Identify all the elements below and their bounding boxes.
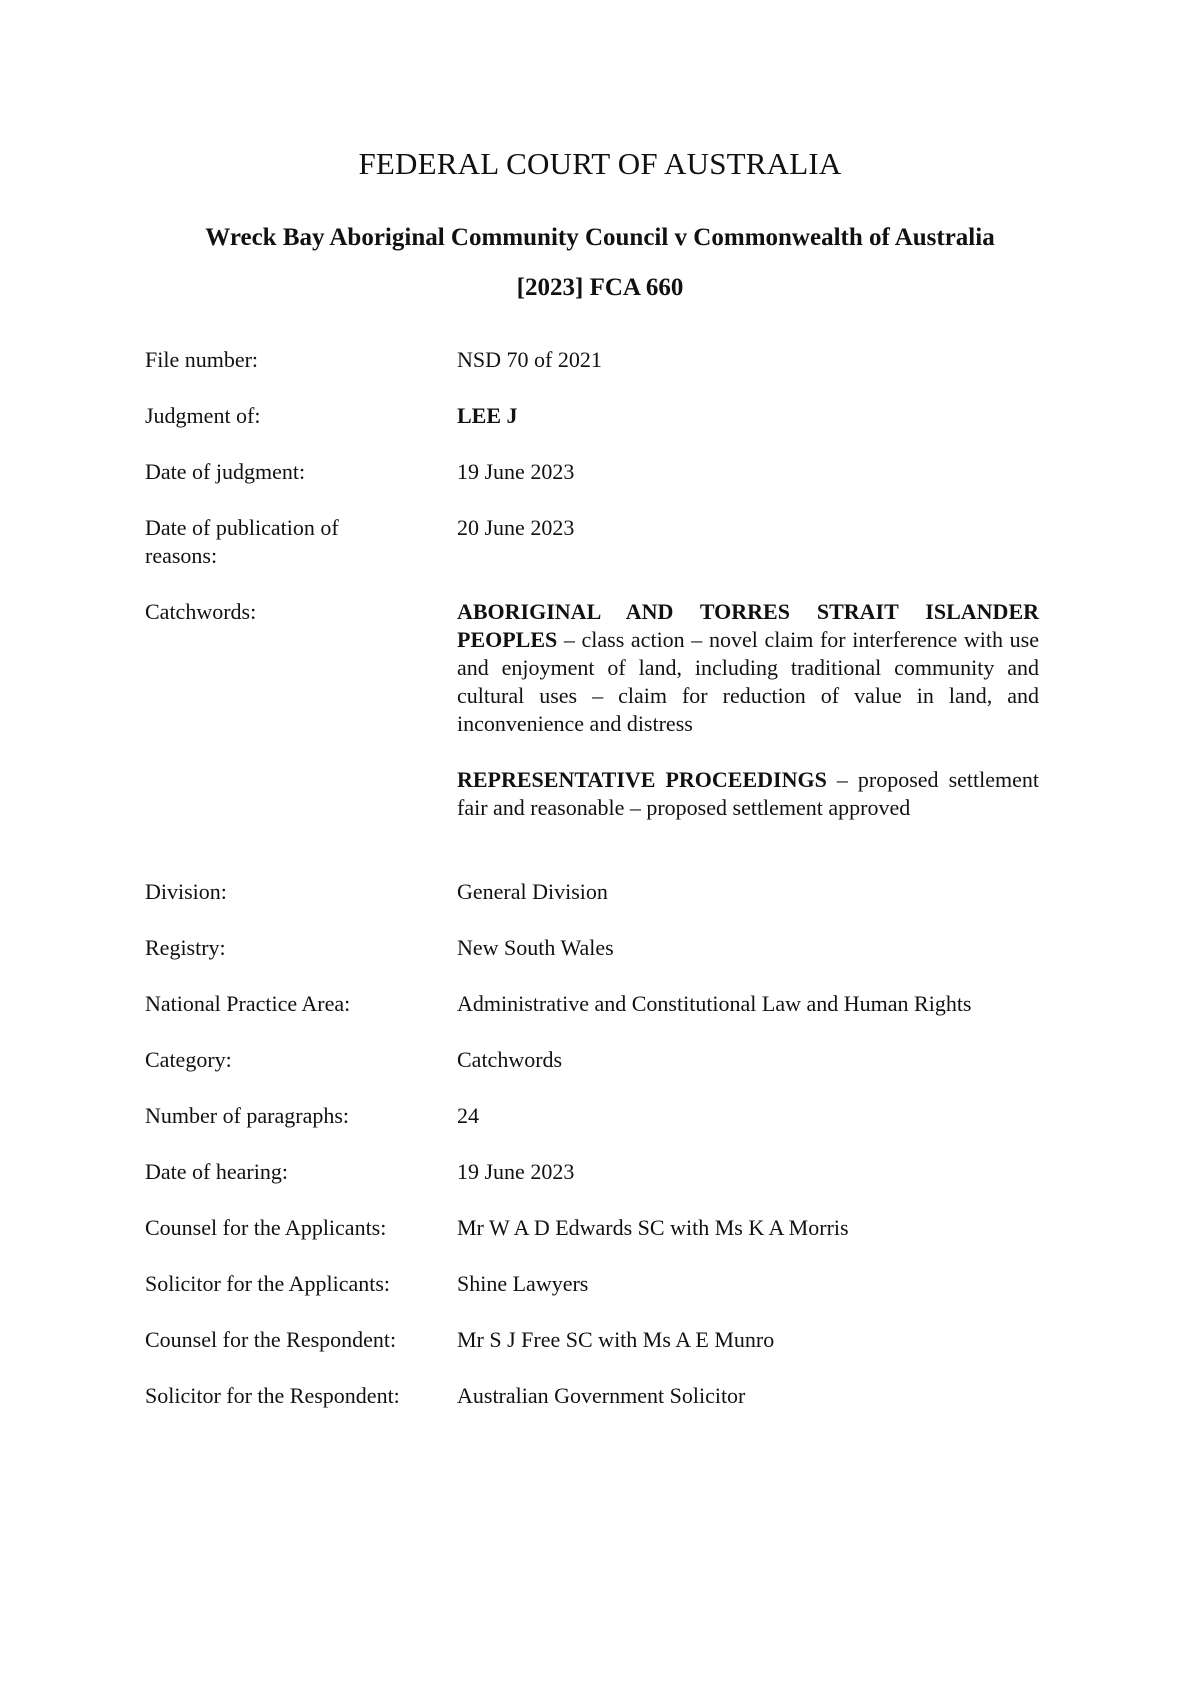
division-value: General Division xyxy=(457,879,608,904)
category-label: Category: xyxy=(145,1047,232,1072)
catchwords-value xyxy=(457,598,1039,822)
judgment-of-value: LEE J xyxy=(457,403,518,428)
category-value: Catchwords xyxy=(457,1047,563,1072)
registry-label: Registry: xyxy=(145,935,226,960)
judgment-of-label: Judgment of: xyxy=(145,403,261,428)
solicitor-applicants-value: Shine Lawyers xyxy=(457,1271,589,1296)
catchwords-label: Catchwords: xyxy=(145,599,257,624)
catchwords-heading-2: REPRESENTATIVE PROCEEDINGS xyxy=(457,767,827,792)
catchwords-paragraph-1 xyxy=(457,598,1039,738)
date-of-hearing-label: Date of hearing: xyxy=(145,1159,288,1184)
solicitor-respondent-label: Solicitor for the Respondent: xyxy=(145,1383,400,1408)
catchwords-paragraph-2 xyxy=(457,766,1039,822)
catchwords-text-1: – class action – novel claim for interference with use and enjoyment of land, including traditional community and cultural uses – claim for reduction of value in land, and inconvenience and distress xyxy=(457,627,1039,736)
date-of-judgment-value: 19 June 2023 xyxy=(457,459,575,484)
registry-value: New South Wales xyxy=(457,935,614,960)
file-number-value: NSD 70 of 2021 xyxy=(457,347,602,372)
date-of-judgment-label: Date of judgment: xyxy=(145,459,306,484)
solicitor-applicants-label: Solicitor for the Applicants: xyxy=(145,1271,391,1296)
catchwords-text-2: – proposed settlement fair and reasonable – proposed settlement approved xyxy=(457,767,1039,820)
number-of-paragraphs-label: Number of paragraphs: xyxy=(145,1103,350,1128)
counsel-respondent-value: Mr S J Free SC with Ms A E Munro xyxy=(457,1327,775,1352)
case-name: Wreck Bay Aboriginal Community Council v Commonwealth of Australia xyxy=(205,224,995,251)
solicitor-respondent-value: Australian Government Solicitor xyxy=(457,1383,746,1408)
practice-area-value: Administrative and Constitutional Law and Human Rights xyxy=(457,991,972,1016)
date-of-publication-value: 20 June 2023 xyxy=(457,515,575,540)
date-of-publication-label: Date of publication of reasons: xyxy=(145,515,339,568)
catchwords-heading-1: ABORIGINAL AND TORRES STRAIT ISLANDER PEOPLES xyxy=(457,599,1039,652)
file-number-label: File number: xyxy=(145,347,259,372)
date-of-hearing-value: 19 June 2023 xyxy=(457,1159,575,1184)
practice-area-label: National Practice Area: xyxy=(145,991,351,1016)
counsel-respondent-label: Counsel for the Respondent: xyxy=(145,1327,397,1352)
case-citation: [2023] FCA 660 xyxy=(516,274,684,301)
counsel-applicants-label: Counsel for the Applicants: xyxy=(145,1215,387,1240)
division-label: Division: xyxy=(145,879,227,904)
court-title: FEDERAL COURT OF AUSTRALIA xyxy=(358,146,842,181)
counsel-applicants-value: Mr W A D Edwards SC with Ms K A Morris xyxy=(457,1215,849,1240)
number-of-paragraphs-value: 24 xyxy=(457,1103,479,1128)
